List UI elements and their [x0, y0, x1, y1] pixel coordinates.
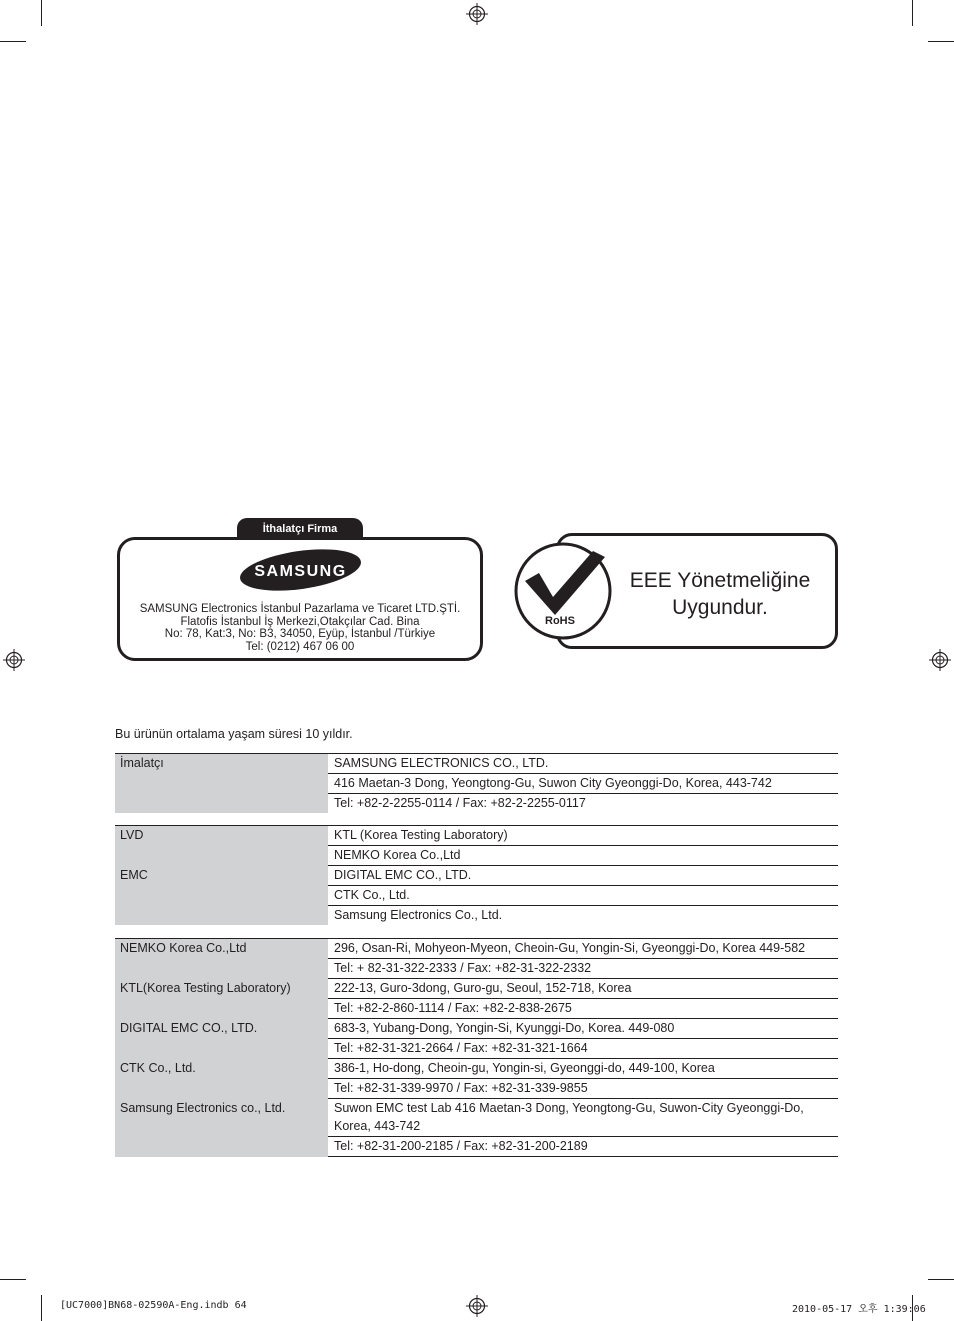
footer-timestamp: 2010-05-17 오후 1:39:06 — [792, 1304, 926, 1315]
table-label: DIGITAL EMC CO., LTD. — [115, 1019, 328, 1059]
table-cell: CTK Co., Ltd. — [328, 886, 838, 906]
table-row — [115, 1019, 838, 1039]
crop-mark — [41, 0, 42, 26]
manufacturer-table — [115, 753, 838, 813]
table-cell: Tel: +82-31-339-9970 / Fax: +82-31-339-9855 — [328, 1079, 838, 1099]
table-row — [115, 939, 838, 959]
table-cell: Tel: +82-2-860-1114 / Fax: +82-2-838-2675 — [328, 999, 838, 1019]
table-cell: NEMKO Korea Co.,Ltd — [328, 846, 838, 866]
table-cell: KTL (Korea Testing Laboratory) — [328, 826, 838, 846]
importer-address — [121, 603, 479, 653]
table-cell: 222-13, Guro-3dong, Guro-gu, Seoul, 152-718, Korea — [328, 979, 838, 999]
crop-mark — [0, 41, 26, 42]
crop-mark — [912, 0, 913, 26]
table-cell: 683-3, Yubang-Dong, Yongin-Si, Kyunggi-Do, Korea. 449-080 — [328, 1019, 838, 1039]
labs-table — [115, 938, 838, 1157]
crop-mark — [0, 1279, 26, 1280]
table-row — [115, 1059, 838, 1079]
table-cell: Tel: +82-31-200-2185 / Fax: +82-31-200-2189 — [328, 1137, 838, 1157]
importer-tab: İthalatçı Firma — [237, 518, 363, 540]
table-row — [115, 1099, 838, 1137]
crop-mark — [41, 1295, 42, 1321]
table-label: Samsung Electronics co., Ltd. — [115, 1099, 328, 1157]
registration-mark-icon — [3, 649, 25, 671]
table-label: EMC — [115, 866, 328, 926]
table-cell: SAMSUNG ELECTRONICS CO., LTD. — [328, 754, 838, 774]
importer-line: SAMSUNG Electronics İstanbul Pazarlama ve Ticaret LTD.ŞTİ. — [139, 603, 461, 615]
table-label: İmalatçı — [115, 754, 328, 814]
table-cell: Tel: +82-2-2255-0114 / Fax: +82-2-2255-0117 — [334, 796, 586, 810]
table-cell: Suwon EMC test Lab 416 Maetan-3 Dong, Yeongtong-Gu, Suwon-City Gyeonggi-Do, Korea, 443-742 — [328, 1099, 838, 1137]
importer-line: Tel: (0212) 467 06 00 — [245, 640, 355, 653]
certification-table — [115, 825, 838, 925]
table-cell: 416 Maetan-3 Dong, Yeongtong-Gu, Suwon City Gyeonggi-Do, Korea, 443-742 — [328, 774, 838, 794]
table-cell: Tel: + 82-31-322-2333 / Fax: +82-31-322-2332 — [328, 959, 838, 979]
table-label: KTL(Korea Testing Laboratory) — [115, 979, 328, 1019]
table-label: NEMKO Korea Co.,Ltd — [115, 939, 328, 979]
registration-mark-icon — [466, 3, 488, 25]
crop-mark — [928, 41, 954, 42]
table-cell: DIGITAL EMC CO., LTD. — [328, 866, 838, 886]
table-row — [115, 826, 838, 846]
table-cell: Samsung Electronics Co., Ltd. — [334, 908, 503, 922]
importer-line: No: 78, Kat:3, No: B3, 34050, Eyüp, İstanbul /Türkiye — [164, 628, 436, 640]
table-row — [115, 979, 838, 999]
importer-line: Flatofis İstanbul İş Merkezi,Otakçılar Cad. Bina — [180, 615, 420, 628]
registration-mark-icon — [929, 649, 951, 671]
eee-compliance-text — [612, 567, 828, 621]
logo-text: SAMSUNG — [254, 563, 347, 580]
table-cell: 386-1, Ho-dong, Cheoin-gu, Yongin-si, Gyeonggi-do, 449-100, Korea — [328, 1059, 838, 1079]
footer-file: [UC7000]BN68-02590A-Eng.indb 64 — [60, 1300, 247, 1311]
table-cell: 296, Osan-Ri, Mohyeon-Myeon, Cheoin-Gu, Yongin-Si, Gyeonggi-Do, Korea 449-582 — [328, 939, 838, 959]
table-row — [115, 754, 838, 774]
eee-line: Uygundur. — [672, 596, 768, 619]
table-label: CTK Co., Ltd. — [115, 1059, 328, 1099]
eee-line: EEE Yönetmeliğine — [629, 569, 811, 592]
table-label: LVD — [115, 826, 328, 866]
samsung-logo-icon — [238, 548, 363, 592]
table-cell: Tel: +82-31-321-2664 / Fax: +82-31-321-1664 — [328, 1039, 838, 1059]
crop-mark — [928, 1279, 954, 1280]
rohs-badge-icon — [513, 541, 613, 641]
rohs-label: RoHS — [545, 615, 575, 627]
table-row — [115, 866, 838, 886]
registration-mark-icon — [466, 1295, 488, 1317]
lifetime-text: Bu ürünün ortalama yaşam süresi 10 yıldır. — [115, 727, 353, 741]
